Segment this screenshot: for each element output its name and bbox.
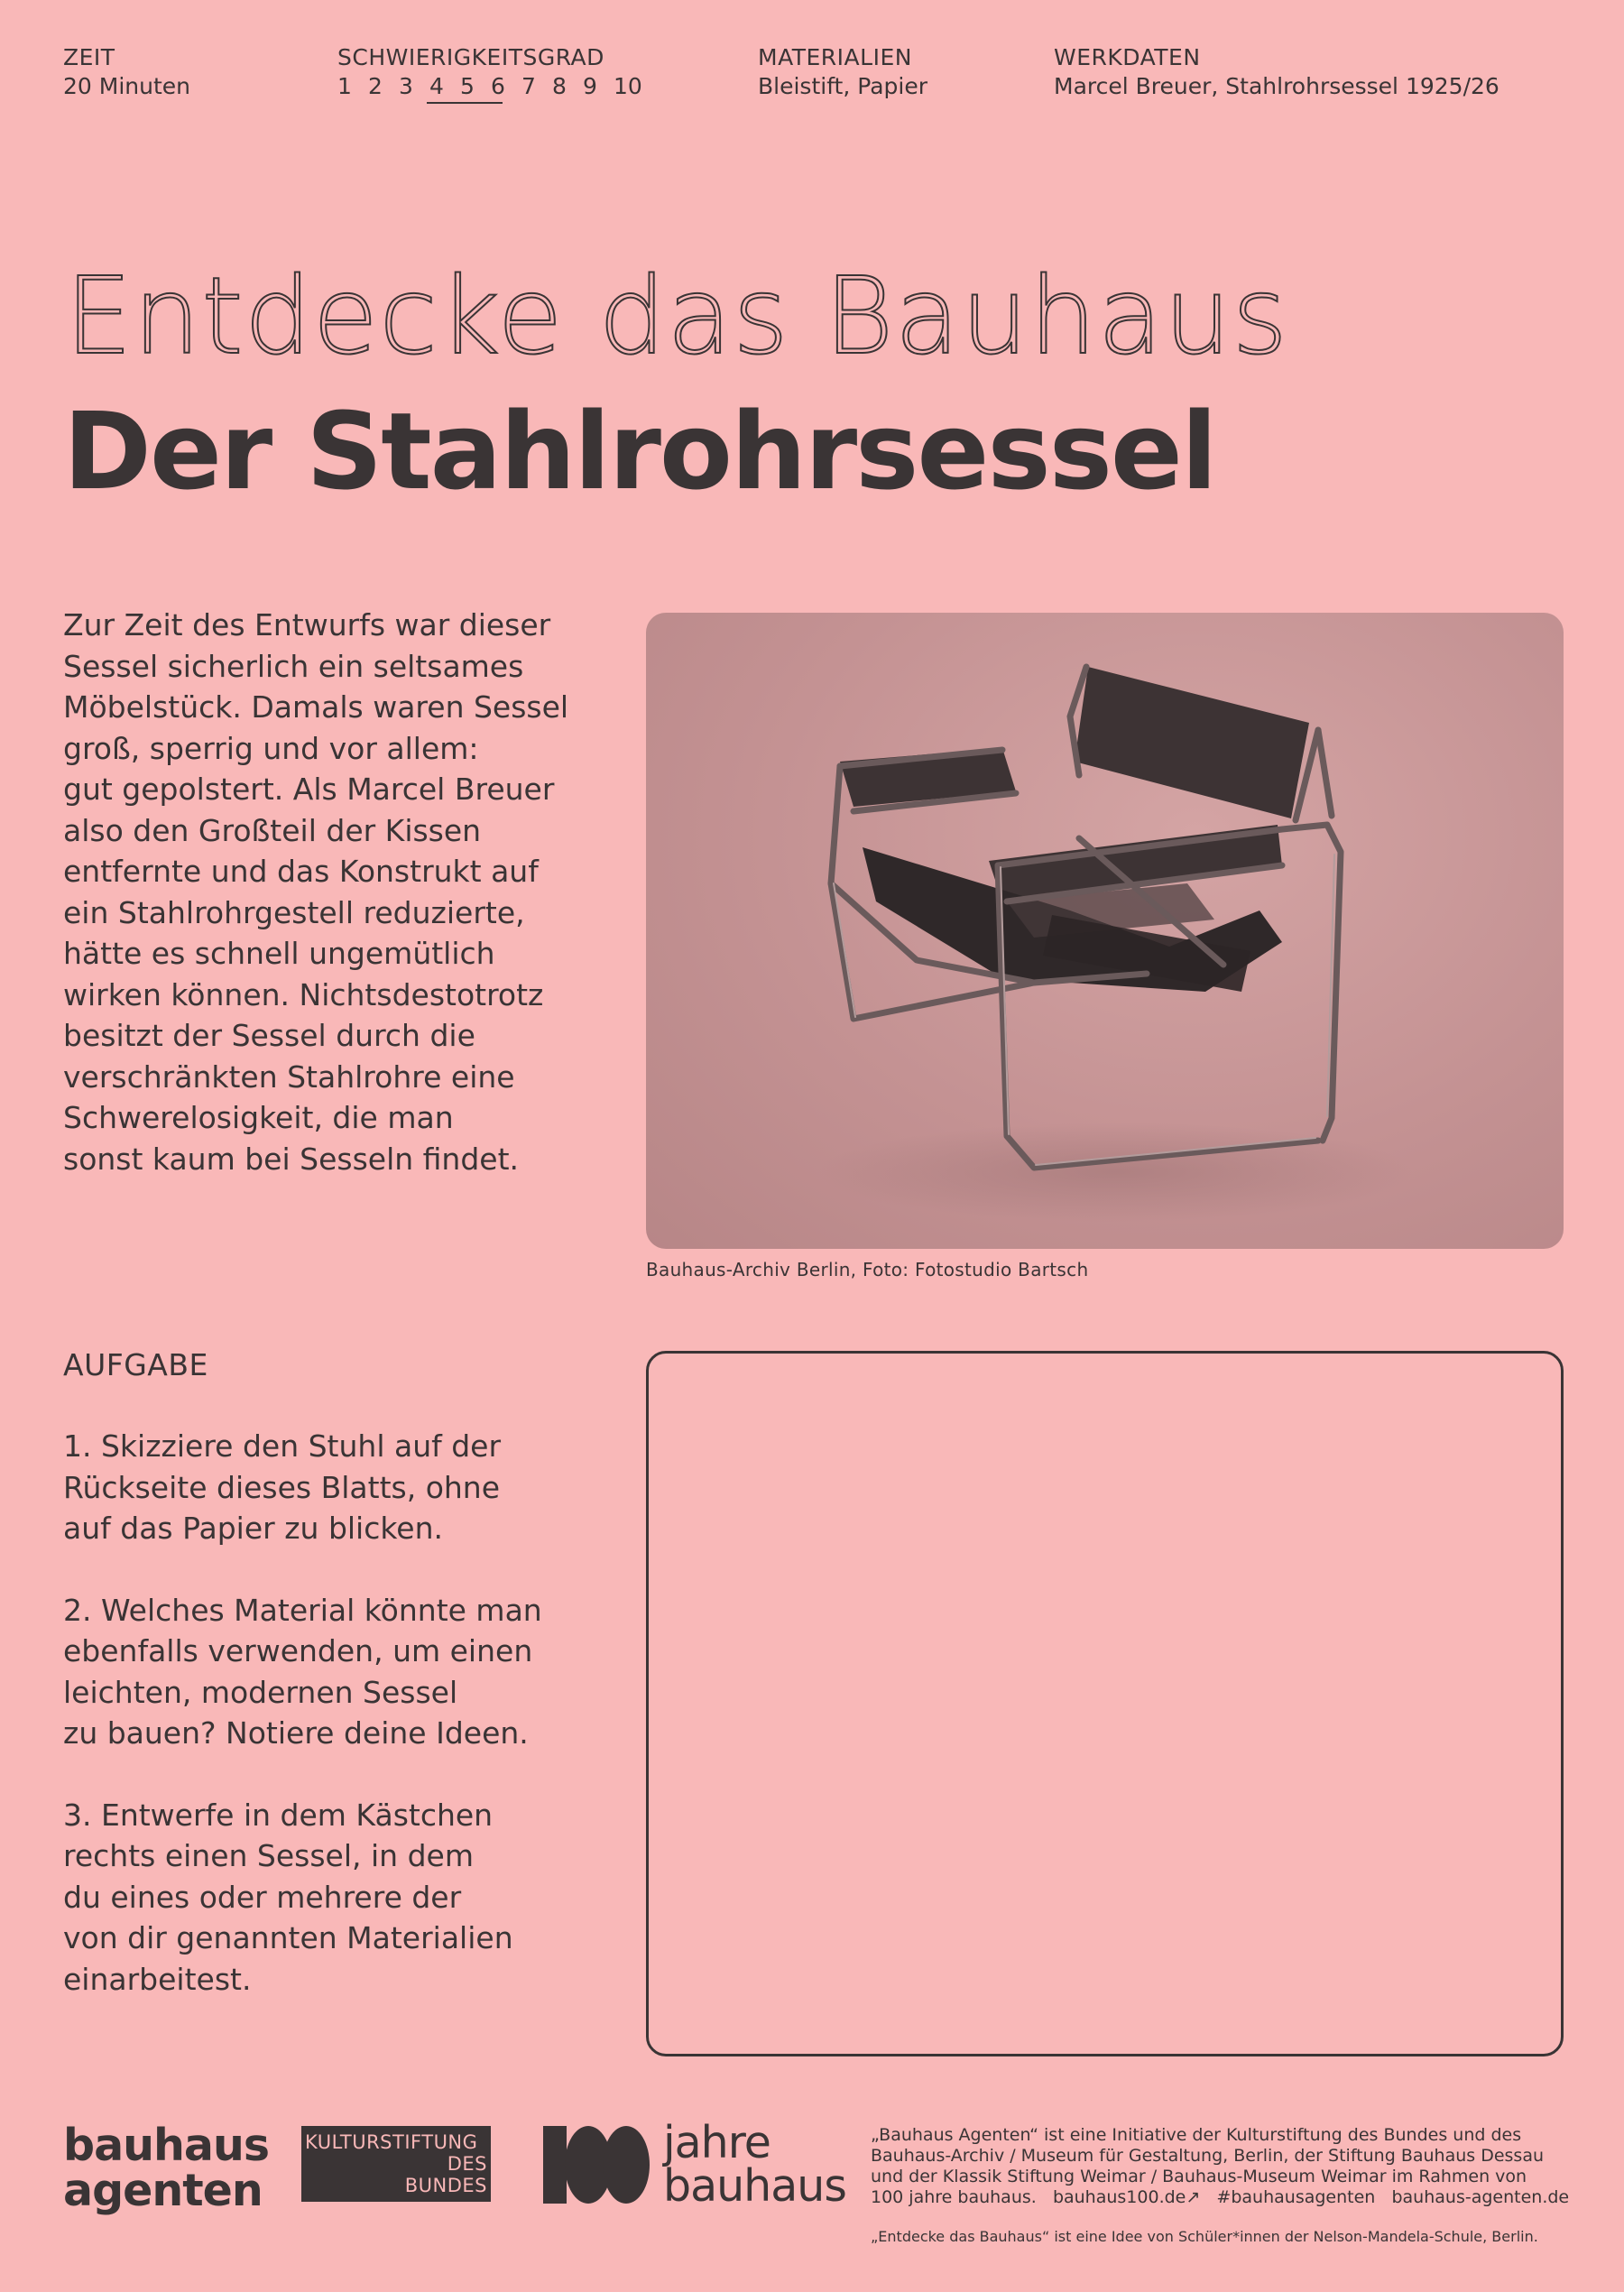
difficulty-scale bbox=[337, 72, 644, 101]
intro-line: gut gepolstert. Als Marcel Breuer bbox=[63, 772, 555, 807]
footer-text-line: und der Klassik Stiftung Weimar / Bauhaus-Museum Weimar im Rahmen von bbox=[871, 2167, 1527, 2186]
logo-100-text-line1: jahre bbox=[663, 2117, 770, 2168]
task-item-3 bbox=[63, 1795, 641, 2001]
difficulty-level-6: 6 bbox=[491, 73, 505, 99]
footer-info bbox=[871, 2125, 1569, 2208]
meta-work bbox=[1054, 43, 1499, 101]
sketch-box[interactable] bbox=[646, 1351, 1564, 2056]
intro-line: sonst kaum bei Sesseln findet. bbox=[63, 1141, 520, 1177]
task-item-1 bbox=[63, 1426, 641, 1549]
intro-line: besitzt der Sessel durch die bbox=[63, 1018, 475, 1053]
logo-bauhaus-agenten bbox=[63, 2120, 270, 2216]
intro-line: ein Stahlrohrgestell reduzierte, bbox=[63, 894, 525, 930]
meta-materials bbox=[758, 43, 927, 101]
chair-illustration bbox=[646, 613, 1564, 1249]
task-item-line: zu bauen? Notiere deine Ideen. bbox=[63, 1715, 529, 1751]
difficulty-level-2: 2 bbox=[368, 73, 383, 99]
chair-photo bbox=[646, 613, 1564, 1249]
task-item-line: rechts einen Sessel, in dem bbox=[63, 1838, 474, 1873]
logo-100-text-line2: bauhaus bbox=[663, 2160, 846, 2212]
meta-materials-value: Bleistift, Papier bbox=[758, 73, 928, 99]
meta-work-value: Marcel Breuer, Stahlrohrsessel 1925/26 bbox=[1054, 73, 1499, 99]
intro-line: Zur Zeit des Entwurfs war dieser bbox=[63, 607, 551, 642]
intro-line: verschränkten Stahlrohre eine bbox=[63, 1058, 515, 1095]
logo-kultur-line2: DES bbox=[447, 2153, 487, 2175]
meta-work-label: WERKDATEN bbox=[1054, 44, 1201, 70]
task-heading: AUFGABE bbox=[63, 1347, 208, 1382]
footer-credit: „Entdecke das Bauhaus“ ist eine Idee von Schüler*innen der Nelson-Mandela-Schule, Berlin. bbox=[871, 2228, 1538, 2245]
footer-text-line: „Bauhaus Agenten“ ist eine Initiative der Kulturstiftung des Bundes und des bbox=[871, 2125, 1522, 2145]
task-item-line: von dir genannten Materialien bbox=[63, 1920, 513, 1955]
page-title: Der Stahlrohrsessel bbox=[63, 389, 1216, 513]
meta-materials-label: MATERIALIEN bbox=[758, 44, 912, 70]
difficulty-selection-underline bbox=[427, 102, 503, 104]
footer-lead: 100 jahre bauhaus. bbox=[871, 2187, 1037, 2207]
difficulty-level-4: 4 bbox=[429, 73, 444, 99]
meta-time bbox=[63, 43, 190, 101]
logo-kulturstiftung bbox=[301, 2126, 491, 2202]
task-item-line: 3. Entwerfe in dem Kästchen bbox=[63, 1797, 494, 1833]
logo-100-text bbox=[663, 2117, 846, 2212]
footer-text-line: Bauhaus-Archiv / Museum für Gestaltung, Berlin, der Stiftung Bauhaus Dessau bbox=[871, 2146, 1545, 2166]
logo-kultur-line3: BUNDES bbox=[404, 2175, 487, 2196]
task-item-line: Rückseite dieses Blatts, ohne bbox=[63, 1469, 501, 1505]
footer-text-lines bbox=[871, 2125, 1569, 2187]
meta-time-label: ZEIT bbox=[63, 44, 115, 70]
difficulty-level-5: 5 bbox=[460, 73, 475, 99]
difficulty-level-9: 9 bbox=[583, 73, 597, 99]
difficulty-level-8: 8 bbox=[552, 73, 567, 99]
footer-link-bauhaus-agenten[interactable]: bauhaus-agenten.de bbox=[1391, 2187, 1570, 2207]
footer-link-bauhaus100[interactable]: bauhaus100.de↗ bbox=[1052, 2187, 1201, 2207]
intro-line: Möbelstück. Damals waren Sessel bbox=[63, 689, 569, 725]
task-item-line: auf das Papier zu blicken. bbox=[63, 1511, 444, 1546]
logo-bauhaus-agenten-line1: bauhaus bbox=[63, 2120, 270, 2171]
task-item-line: 2. Welches Material könnte man bbox=[63, 1592, 542, 1628]
intro-line: hätte es schnell ungemütlich bbox=[63, 936, 495, 971]
task-list bbox=[63, 1426, 641, 2000]
logo-bauhaus-agenten-line2: agenten bbox=[63, 2165, 263, 2216]
meta-time-value: 20 Minuten bbox=[63, 73, 190, 99]
intro-line: groß, sperrig und vor allem: bbox=[63, 730, 479, 766]
difficulty-level-3: 3 bbox=[399, 73, 413, 99]
task-item-line: 1. Skizziere den Stuhl auf der bbox=[63, 1428, 502, 1464]
logo-100-mark bbox=[543, 2126, 650, 2204]
intro-text bbox=[63, 605, 623, 1179]
intro-line: also den Großteil der Kissen bbox=[63, 812, 482, 848]
footer-last-line bbox=[871, 2187, 1569, 2208]
footer-hashtag: #bauhausagenten bbox=[1216, 2187, 1376, 2207]
difficulty-level-7: 7 bbox=[521, 73, 536, 99]
intro-line: Schwerelosigkeit, die man bbox=[63, 1100, 454, 1135]
meta-difficulty-label: SCHWIERIGKEITSGRAD bbox=[337, 44, 604, 70]
difficulty-level-10: 10 bbox=[614, 73, 642, 99]
intro-line: entfernte und das Konstrukt auf bbox=[63, 854, 539, 889]
intro-line: Sessel sicherlich ein seltsames bbox=[63, 648, 524, 684]
meta-difficulty bbox=[337, 43, 644, 101]
task-item-2 bbox=[63, 1590, 641, 1754]
task-item-line: leichten, modernen Sessel bbox=[63, 1674, 458, 1710]
title-outline: Entdecke das Bauhaus bbox=[65, 254, 1289, 378]
difficulty-level-1: 1 bbox=[337, 73, 352, 99]
intro-line: wirken können. Nichtsdestotrotz bbox=[63, 976, 544, 1012]
photo-caption: Bauhaus-Archiv Berlin, Foto: Fotostudio Bartsch bbox=[646, 1259, 1089, 1280]
task-item-line: ebenfalls verwenden, um einen bbox=[63, 1633, 533, 1668]
logo-kultur-line1: KULTURSTIFTUNG bbox=[305, 2131, 478, 2153]
task-item-line: einarbeitest. bbox=[63, 1961, 252, 1997]
task-item-line: du eines oder mehrere der bbox=[63, 1879, 462, 1915]
task-section bbox=[63, 1345, 641, 2000]
